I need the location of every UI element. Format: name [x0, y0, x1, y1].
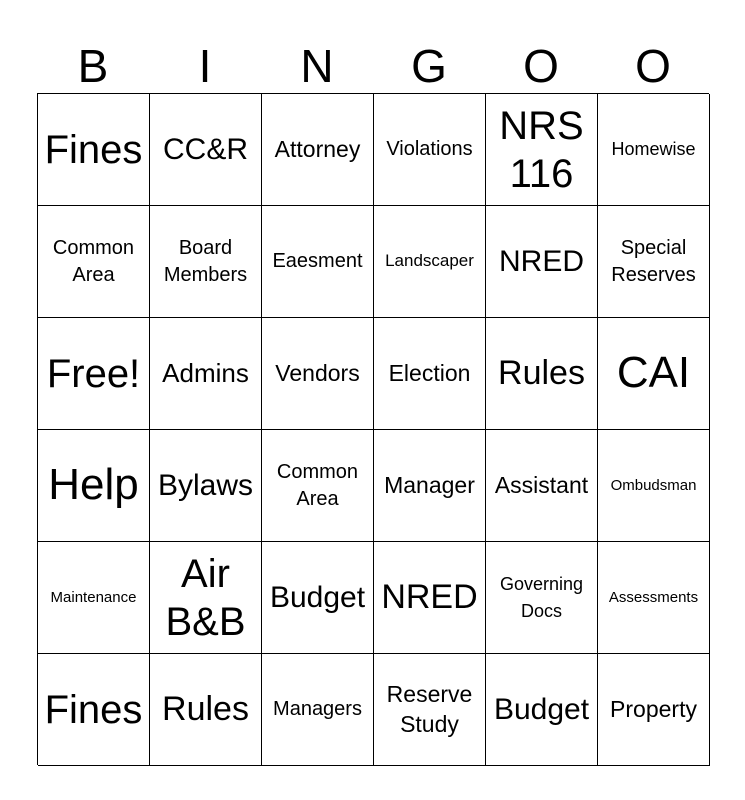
- cell-label: Admins: [162, 357, 249, 388]
- cell-label: Landscaper: [385, 251, 474, 271]
- cell-label: Special Reserves: [611, 236, 696, 286]
- bingo-cell[interactable]: [374, 318, 486, 430]
- bingo-cell[interactable]: [150, 430, 262, 542]
- bingo-cell[interactable]: [150, 654, 262, 766]
- bingo-cell[interactable]: [486, 318, 598, 430]
- cell-label: Air B&B: [165, 551, 246, 644]
- cell-label: Rules: [162, 690, 249, 729]
- cell-label: Vendors: [275, 359, 360, 386]
- bingo-cell[interactable]: [38, 430, 150, 542]
- bingo-cell[interactable]: [374, 542, 486, 654]
- header-letter-o: O: [523, 39, 559, 92]
- cell-label: Budget: [493, 692, 590, 726]
- bingo-cell[interactable]: [598, 94, 710, 206]
- cell-label: Assistant: [494, 471, 589, 498]
- cell-label: Managers: [273, 698, 362, 720]
- header-letter-g: G: [411, 39, 447, 92]
- bingo-cell[interactable]: [486, 206, 598, 318]
- bingo-cell[interactable]: [38, 206, 150, 318]
- bingo-cell[interactable]: [598, 654, 710, 766]
- cell-label: Free!: [46, 351, 141, 396]
- cell-label: CC&R: [162, 132, 248, 166]
- bingo-cell[interactable]: [486, 542, 598, 654]
- cell-label: NRED: [381, 578, 478, 617]
- cell-label: Fines: [44, 687, 143, 732]
- bingo-cell[interactable]: [38, 542, 150, 654]
- cell-label: Eaesment: [272, 250, 363, 272]
- bingo-cell[interactable]: [38, 318, 150, 430]
- cell-label: Election: [388, 359, 471, 386]
- cell-label: Bylaws: [157, 468, 254, 502]
- bingo-cell[interactable]: [598, 206, 710, 318]
- bingo-cell[interactable]: [598, 430, 710, 542]
- cell-label: Common Area: [52, 236, 135, 286]
- bingo-cell[interactable]: [150, 318, 262, 430]
- cell-label: Board Members: [163, 236, 248, 286]
- cell-label: Manager: [384, 471, 475, 498]
- bingo-cell[interactable]: [262, 206, 374, 318]
- bingo-cell[interactable]: [150, 542, 262, 654]
- header-letter-i: I: [198, 39, 212, 92]
- bingo-cell[interactable]: [486, 94, 598, 206]
- cell-label: Maintenance: [50, 588, 137, 606]
- bingo-cell[interactable]: [150, 206, 262, 318]
- bingo-cell[interactable]: [598, 318, 710, 430]
- cell-label: Budget: [269, 580, 366, 614]
- cell-label: Common Area: [276, 460, 359, 510]
- cell-label: Governing Docs: [499, 574, 584, 621]
- bingo-cell[interactable]: [374, 94, 486, 206]
- bingo-cell[interactable]: [486, 430, 598, 542]
- cell-label: Property: [610, 695, 697, 722]
- bingo-cell[interactable]: [374, 430, 486, 542]
- cell-label: NRS 116: [499, 103, 584, 196]
- bingo-cell[interactable]: [262, 654, 374, 766]
- header-letter-o-2: O: [635, 39, 671, 92]
- bingo-cell[interactable]: [374, 654, 486, 766]
- bingo-header: [37, 38, 709, 93]
- cell-label: Homewise: [611, 138, 696, 159]
- cell-label: CAI: [616, 348, 691, 398]
- cell-label: Attorney: [274, 135, 361, 162]
- bingo-board: [37, 93, 709, 765]
- cell-label: Rules: [498, 354, 585, 393]
- cell-label: Reserve Study: [386, 680, 473, 737]
- bingo-cell[interactable]: [262, 318, 374, 430]
- cell-label: Ombudsman: [610, 476, 697, 494]
- cell-label: Assessments: [608, 588, 699, 606]
- cell-label: NRED: [498, 244, 584, 278]
- bingo-cell[interactable]: [374, 206, 486, 318]
- cell-label: Fines: [44, 127, 143, 172]
- bingo-cell[interactable]: [486, 654, 598, 766]
- bingo-cell[interactable]: [150, 94, 262, 206]
- bingo-cell[interactable]: [262, 542, 374, 654]
- cell-label: Violations: [386, 138, 473, 160]
- cell-label: Help: [48, 460, 139, 510]
- bingo-cell[interactable]: [38, 654, 150, 766]
- header-letter-n: N: [300, 39, 334, 92]
- bingo-cell[interactable]: [262, 430, 374, 542]
- header-letter-b: B: [77, 39, 109, 92]
- bingo-cell[interactable]: [38, 94, 150, 206]
- bingo-cell[interactable]: [598, 542, 710, 654]
- bingo-cell[interactable]: [262, 94, 374, 206]
